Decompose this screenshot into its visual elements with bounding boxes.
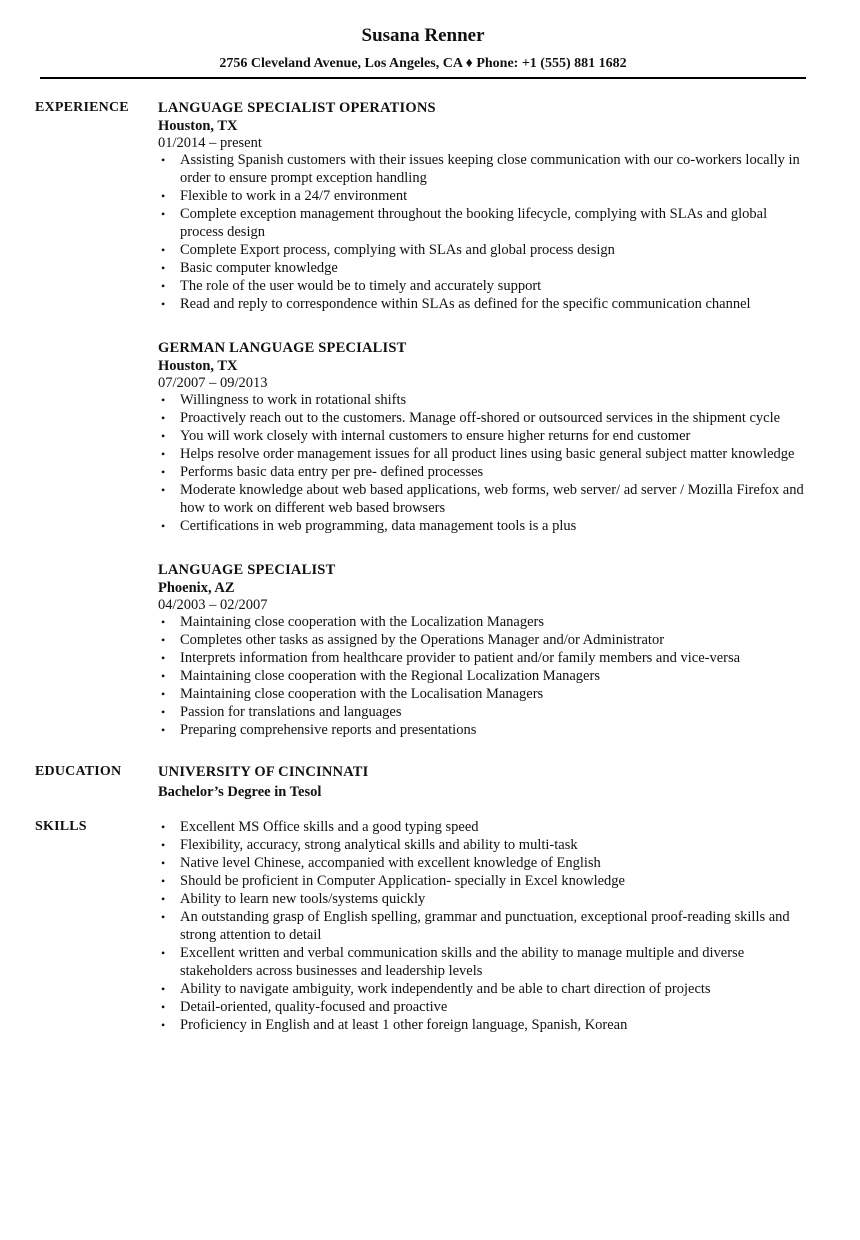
bullet-text: Helps resolve order management issues for all product lines using basic general subject matter knowledge xyxy=(180,446,795,462)
bullet-icon: • xyxy=(161,946,166,960)
bullet-icon: • xyxy=(161,153,166,167)
list-item xyxy=(158,151,810,187)
job-location: Houston, TX xyxy=(158,118,238,134)
education-heading: EDUCATION xyxy=(35,764,122,779)
list-item xyxy=(158,631,810,649)
bullet-text: Maintaining close cooperation with the Localization Managers xyxy=(180,614,544,630)
bullet-text: You will work closely with internal customers to ensure higher returns for end customer xyxy=(180,428,691,444)
list-item xyxy=(158,481,810,517)
skill-text: Should be proficient in Computer Application- specially in Excel knowledge xyxy=(180,873,625,889)
list-item xyxy=(158,908,810,944)
bullet-icon: • xyxy=(161,207,166,221)
school-name: UNIVERSITY OF CINCINNATI xyxy=(158,764,369,780)
skill-text: Flexibility, accuracy, strong analytical skills and ability to multi-task xyxy=(180,837,578,853)
bullet-icon: • xyxy=(161,874,166,888)
job-title: GERMAN LANGUAGE SPECIALIST xyxy=(158,340,407,356)
bullet-icon: • xyxy=(161,892,166,906)
bullet-text: Certifications in web programming, data management tools is a plus xyxy=(180,518,577,534)
bullet-text: Complete exception management throughout the booking lifecycle, complying with SLAs and global process design xyxy=(180,206,768,240)
bullet-icon: • xyxy=(161,243,166,257)
skill-text: Detail-oriented, quality-focused and proactive xyxy=(180,999,448,1015)
bullet-icon: • xyxy=(161,910,166,924)
list-item xyxy=(158,703,810,721)
bullet-icon: • xyxy=(161,1018,166,1032)
job-title: LANGUAGE SPECIALIST xyxy=(158,562,336,578)
bullet-icon: • xyxy=(161,838,166,852)
list-item xyxy=(158,445,810,463)
list-item xyxy=(158,1016,810,1034)
bullet-icon: • xyxy=(161,279,166,293)
bullet-text: Maintaining close cooperation with the Localisation Managers xyxy=(180,686,544,702)
list-item xyxy=(158,818,810,836)
list-item xyxy=(158,872,810,890)
bullet-text: Proactively reach out to the customers. Manage off-shored or outsourced services in the shipment cycle xyxy=(180,410,781,426)
list-item xyxy=(158,721,810,739)
job-entry xyxy=(158,99,810,313)
bullet-icon: • xyxy=(161,669,166,683)
bullet-text: Willingness to work in rotational shifts xyxy=(180,392,407,408)
skill-text: Native level Chinese, accompanied with excellent knowledge of English xyxy=(180,855,601,871)
bullet-text: Passion for translations and languages xyxy=(180,704,402,720)
skills-heading: SKILLS xyxy=(35,819,87,834)
job-bullets xyxy=(158,151,810,313)
bullet-icon: • xyxy=(161,411,166,425)
list-item xyxy=(158,391,810,409)
bullet-text: Moderate knowledge about web based applications, web forms, web server/ ad server / Mozilla Firefox and how to work on different web based browsers xyxy=(180,482,804,516)
candidate-name: Susana Renner xyxy=(361,25,485,46)
bullet-icon: • xyxy=(161,687,166,701)
education-entry xyxy=(158,763,810,801)
bullet-icon: • xyxy=(161,705,166,719)
contact-line: 2756 Cleveland Avenue, Los Angeles, CA ♦ Phone: +1 (555) 881 1682 xyxy=(219,56,627,71)
skill-text: Ability to learn new tools/systems quickly xyxy=(180,891,426,907)
skill-text: Excellent written and verbal communication skills and the ability to manage multiple and diverse stakeholders across businesses and leadership levels xyxy=(180,945,745,979)
bullet-icon: • xyxy=(161,393,166,407)
skill-text: An outstanding grasp of English spelling, grammar and punctuation, exceptional proof-reading skills and strong attention to detail xyxy=(180,909,790,943)
bullet-icon: • xyxy=(161,483,166,497)
skill-text: Proficiency in English and at least 1 other foreign language, Spanish, Korean xyxy=(180,1017,628,1033)
bullet-text: Performs basic data entry per pre- defined processes xyxy=(180,464,484,480)
job-bullets xyxy=(158,391,810,535)
bullet-icon: • xyxy=(161,447,166,461)
bullet-icon: • xyxy=(161,297,166,311)
list-item xyxy=(158,463,810,481)
bullet-text: Complete Export process, complying with SLAs and global process design xyxy=(180,242,615,258)
bullet-text: Read and reply to correspondence within SLAs as defined for the specific communication channel xyxy=(180,296,751,312)
list-item xyxy=(158,685,810,703)
list-item xyxy=(158,649,810,667)
job-dates: 01/2014 – present xyxy=(158,135,262,151)
degree-name: Bachelor’s Degree in Tesol xyxy=(158,784,322,800)
list-item xyxy=(158,409,810,427)
resume-header xyxy=(0,24,846,74)
list-item xyxy=(158,277,810,295)
list-item xyxy=(158,890,810,908)
list-item xyxy=(158,187,810,205)
list-item xyxy=(158,241,810,259)
job-dates: 04/2003 – 02/2007 xyxy=(158,597,268,613)
bullet-icon: • xyxy=(161,519,166,533)
list-item xyxy=(158,613,810,631)
list-item xyxy=(158,259,810,277)
skill-text: Ability to navigate ambiguity, work independently and be able to chart direction of projects xyxy=(180,981,711,997)
header-divider xyxy=(40,77,806,79)
bullet-icon: • xyxy=(161,982,166,996)
bullet-icon: • xyxy=(161,651,166,665)
bullet-icon: • xyxy=(161,189,166,203)
bullet-icon: • xyxy=(161,820,166,834)
job-title: LANGUAGE SPECIALIST OPERATIONS xyxy=(158,100,436,116)
bullet-icon: • xyxy=(161,1000,166,1014)
skill-text: Excellent MS Office skills and a good typing speed xyxy=(180,819,479,835)
list-item xyxy=(158,205,810,241)
bullet-text: The role of the user would be to timely and accurately support xyxy=(180,278,542,294)
list-item xyxy=(158,667,810,685)
skills-list xyxy=(158,818,810,1034)
skills-entry xyxy=(158,818,810,1034)
bullet-icon: • xyxy=(161,723,166,737)
job-entry xyxy=(158,339,810,535)
experience-heading: EXPERIENCE xyxy=(35,100,129,115)
bullet-icon: • xyxy=(161,633,166,647)
list-item xyxy=(158,998,810,1016)
bullet-text: Completes other tasks as assigned by the Operations Manager and/or Administrator xyxy=(180,632,665,648)
bullet-text: Basic computer knowledge xyxy=(180,260,338,276)
list-item xyxy=(158,517,810,535)
job-dates: 07/2007 – 09/2013 xyxy=(158,375,268,391)
bullet-text: Flexible to work in a 24/7 environment xyxy=(180,188,408,204)
list-item xyxy=(158,854,810,872)
bullet-icon: • xyxy=(161,465,166,479)
bullet-text: Maintaining close cooperation with the Regional Localization Managers xyxy=(180,668,600,684)
job-bullets xyxy=(158,613,810,739)
bullet-text: Assisting Spanish customers with their issues keeping close communication with our co-workers locally in order to ensure prompt exception handling xyxy=(180,152,800,186)
bullet-icon: • xyxy=(161,429,166,443)
list-item xyxy=(158,295,810,313)
list-item xyxy=(158,980,810,998)
bullet-text: Preparing comprehensive reports and presentations xyxy=(180,722,477,738)
list-item xyxy=(158,836,810,854)
bullet-icon: • xyxy=(161,615,166,629)
experience-list xyxy=(158,99,810,765)
list-item xyxy=(158,427,810,445)
job-location: Phoenix, AZ xyxy=(158,580,235,596)
list-item xyxy=(158,944,810,980)
bullet-icon: • xyxy=(161,261,166,275)
job-location: Houston, TX xyxy=(158,358,238,374)
job-entry xyxy=(158,561,810,739)
bullet-text: Interprets information from healthcare provider to patient and/or family members and vice-versa xyxy=(180,650,741,666)
bullet-icon: • xyxy=(161,856,166,870)
